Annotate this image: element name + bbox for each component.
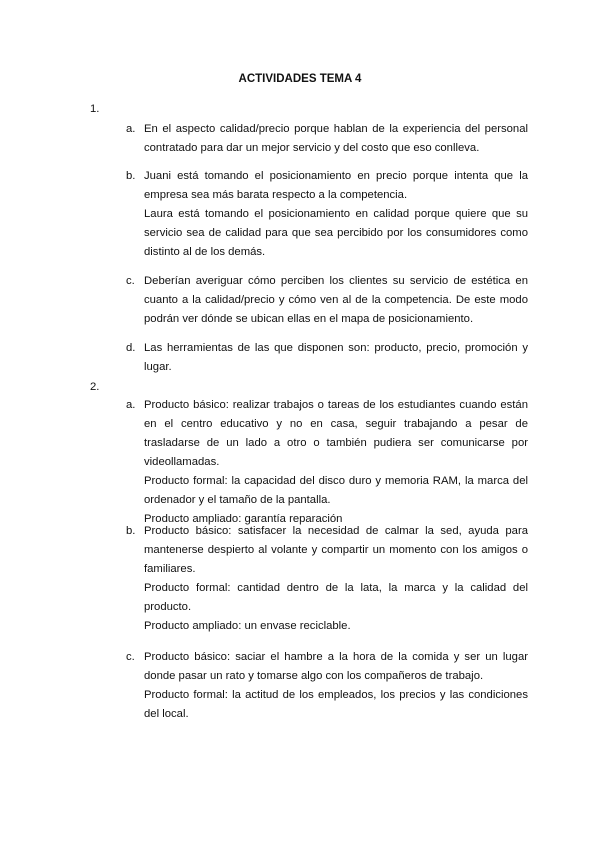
answer-2b — [126, 522, 528, 636]
question-number-2: 2. — [90, 381, 100, 393]
item-letter: c. — [126, 275, 135, 287]
answer-1d — [126, 339, 528, 377]
paragraph: En el aspecto calidad/precio porque hablan de la experiencia del personal contratado para dar un mejor servicio y del costo que eso conlleva. — [144, 123, 528, 154]
paragraph: Las herramientas de las que disponen son: producto, precio, promoción y lugar. — [144, 342, 528, 373]
paragraph: Producto ampliado: garantía reparación — [144, 513, 343, 525]
document-title: ACTIVIDADES TEMA 4 — [238, 73, 362, 85]
paragraph: Producto básico: saciar el hambre a la hora de la comida y ser un lugar donde pasar un rato y tomarse algo con los compañeros de trabajo. — [144, 651, 528, 682]
paragraph: Producto formal: cantidad dentro de la lata, la marca y la calidad del producto. — [144, 582, 528, 613]
answer-1b — [126, 167, 528, 262]
answer-2a — [126, 396, 528, 529]
item-letter: b. — [126, 525, 136, 537]
paragraph: Producto formal: la actitud de los empleados, los precios y las condiciones del local. — [144, 689, 528, 720]
paragraph: Producto básico: realizar trabajos o tareas de los estudiantes cuando están en el centro educativo y no en casa, seguir trabajando a pesar de trasladarse de un lado a otro o también pudiera ser comunicarse por videollamadas. — [144, 399, 528, 468]
answer-2c — [126, 648, 528, 724]
item-letter: d. — [126, 342, 136, 354]
paragraph: Laura está tomando el posicionamiento en calidad porque quiere que su servicio sea de calidad para que sea percibido por los consumidores como distinto al de los demás. — [144, 208, 528, 258]
paragraph: Producto formal: la capacidad del disco duro y memoria RAM, la marca del ordenador y el tamaño de la pantalla. — [144, 475, 528, 506]
item-letter: b. — [126, 170, 136, 182]
paragraph: Juani está tomando el posicionamiento en precio porque intenta que la empresa sea más barata respecto a la competencia. — [144, 170, 528, 201]
answer-1c — [126, 272, 528, 329]
item-letter: a. — [126, 399, 136, 411]
paragraph: Deberían averiguar cómo perciben los clientes su servicio de estética en cuanto a la calidad/precio y cómo ven al de la competencia. De este modo podrán ver dónde se ubican ellas en el mapa de posicionamiento. — [144, 275, 528, 325]
item-letter: a. — [126, 123, 136, 135]
item-letter: c. — [126, 651, 135, 663]
question-number-1: 1. — [90, 103, 100, 115]
paragraph: Producto básico: satisfacer la necesidad de calmar la sed, ayuda para mantenerse despierto al volante y compartir un momento con los amigos o familiares. — [144, 525, 528, 575]
paragraph: Producto ampliado: un envase reciclable. — [144, 620, 351, 632]
answer-1a — [126, 120, 528, 158]
